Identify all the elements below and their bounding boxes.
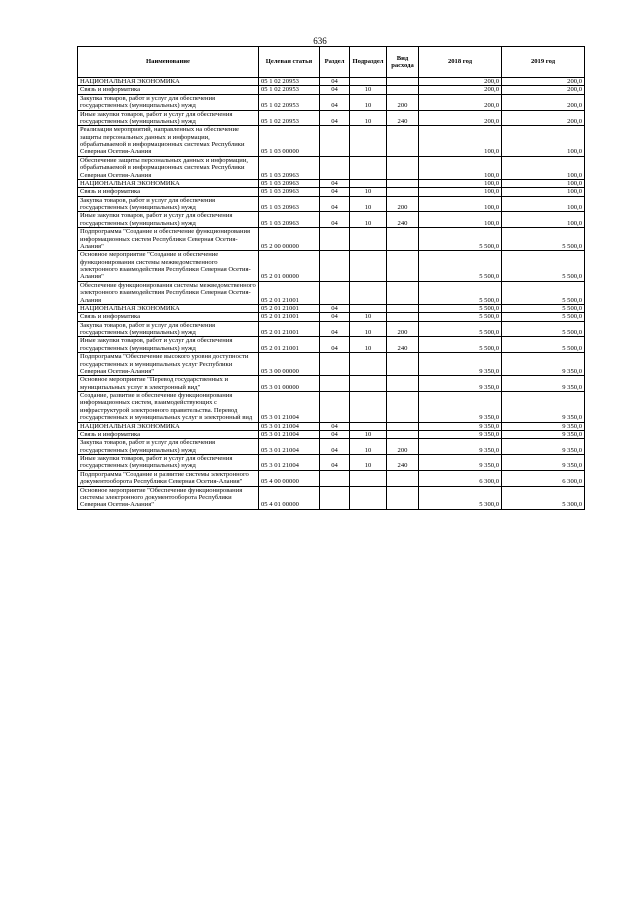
row-amount-2019: 9 350,0	[502, 439, 585, 455]
row-section: 04	[320, 337, 350, 353]
row-amount-2019: 100,0	[502, 179, 585, 187]
row-amount-2019: 9 350,0	[502, 392, 585, 423]
row-amount-2018: 200,0	[419, 86, 502, 94]
row-target-code: 05 3 01 21004	[259, 392, 320, 423]
row-amount-2019: 5 500,0	[502, 313, 585, 321]
row-subsection	[350, 376, 387, 392]
row-name: НАЦИОНАЛЬНАЯ ЭКОНОМИКА	[78, 179, 259, 187]
row-section: 04	[320, 439, 350, 455]
row-expense-kind	[387, 78, 419, 86]
row-name: Обеспечение функционирования системы межведомственного электронного взаимодействия Республики Северная Осетия-Алания	[78, 281, 259, 304]
row-section	[320, 470, 350, 486]
row-subsection: 10	[350, 430, 387, 438]
row-target-code: 05 1 03 20963	[259, 188, 320, 196]
row-name: Основное мероприятие "Обеспечение функционирования системы электронного документооборота Республики Северная Осетия-Алания"	[78, 486, 259, 509]
row-target-code: 05 3 01 00000	[259, 376, 320, 392]
row-amount-2019: 5 500,0	[502, 281, 585, 304]
row-amount-2018: 100,0	[419, 196, 502, 212]
row-expense-kind	[387, 353, 419, 376]
row-name: НАЦИОНАЛЬНАЯ ЭКОНОМИКА	[78, 422, 259, 430]
row-amount-2019: 9 350,0	[502, 455, 585, 471]
budget-table	[77, 46, 585, 510]
header-target-code: Целевая статья	[259, 47, 320, 78]
row-target-code: 05 1 03 00000	[259, 126, 320, 157]
row-expense-kind	[387, 392, 419, 423]
row-name: НАЦИОНАЛЬНАЯ ЭКОНОМИКА	[78, 304, 259, 312]
row-subsection	[350, 353, 387, 376]
row-subsection: 10	[350, 321, 387, 337]
row-subsection: 10	[350, 455, 387, 471]
row-section: 04	[320, 212, 350, 228]
row-section: 04	[320, 313, 350, 321]
row-section	[320, 156, 350, 179]
row-section	[320, 281, 350, 304]
row-expense-kind	[387, 430, 419, 438]
row-section	[320, 251, 350, 282]
table-row	[78, 78, 585, 86]
row-section: 04	[320, 94, 350, 110]
row-amount-2018: 9 350,0	[419, 439, 502, 455]
row-expense-kind	[387, 126, 419, 157]
row-name: Создание, развитие и обеспечение функционирования информационных систем, взаимодействующих с инфраструктурой электронного правительства. Перевод государственных и муниципальных услуг в электронный вид	[78, 392, 259, 423]
row-subsection	[350, 251, 387, 282]
row-subsection: 10	[350, 212, 387, 228]
row-expense-kind: 240	[387, 337, 419, 353]
row-amount-2019: 100,0	[502, 126, 585, 157]
row-amount-2019: 5 500,0	[502, 251, 585, 282]
row-subsection	[350, 304, 387, 312]
row-amount-2018: 5 500,0	[419, 304, 502, 312]
header-year-2019: 2019 год	[502, 47, 585, 78]
row-section	[320, 353, 350, 376]
row-amount-2018: 5 500,0	[419, 337, 502, 353]
row-target-code: 05 1 02 20953	[259, 78, 320, 86]
row-amount-2018: 9 350,0	[419, 376, 502, 392]
row-name: Основное мероприятие "Создание и обеспечение функционирования системы межведомственного электронного взаимодействия Республики Северная Осетия-Алания"	[78, 251, 259, 282]
table-row	[78, 486, 585, 509]
table-row	[78, 110, 585, 126]
row-target-code: 05 3 01 21004	[259, 422, 320, 430]
row-amount-2019: 100,0	[502, 196, 585, 212]
table-row	[78, 212, 585, 228]
row-name: Иные закупки товаров, работ и услуг для обеспечения государственных (муниципальных) нужд	[78, 337, 259, 353]
row-amount-2018: 100,0	[419, 188, 502, 196]
table-row	[78, 126, 585, 157]
row-amount-2018: 9 350,0	[419, 455, 502, 471]
row-amount-2018: 5 500,0	[419, 313, 502, 321]
row-target-code: 05 1 02 20953	[259, 94, 320, 110]
row-name: Закупка товаров, работ и услуг для обеспечения государственных (муниципальных) нужд	[78, 94, 259, 110]
row-subsection: 10	[350, 94, 387, 110]
table-row	[78, 470, 585, 486]
table-row	[78, 196, 585, 212]
row-subsection: 10	[350, 188, 387, 196]
row-amount-2018: 5 500,0	[419, 281, 502, 304]
row-name: Иные закупки товаров, работ и услуг для обеспечения государственных (муниципальных) нужд	[78, 455, 259, 471]
row-section	[320, 392, 350, 423]
row-section	[320, 228, 350, 251]
row-amount-2018: 100,0	[419, 156, 502, 179]
row-expense-kind: 200	[387, 439, 419, 455]
table-row	[78, 439, 585, 455]
row-target-code: 05 1 03 20963	[259, 156, 320, 179]
row-section: 04	[320, 110, 350, 126]
row-expense-kind	[387, 304, 419, 312]
header-section: Раздел	[320, 47, 350, 78]
table-row	[78, 251, 585, 282]
row-subsection	[350, 78, 387, 86]
row-target-code: 05 1 03 20963	[259, 196, 320, 212]
row-expense-kind	[387, 376, 419, 392]
row-amount-2019: 200,0	[502, 86, 585, 94]
row-subsection	[350, 281, 387, 304]
table-row	[78, 455, 585, 471]
table-row	[78, 313, 585, 321]
row-section: 04	[320, 455, 350, 471]
row-name: Закупка товаров, работ и услуг для обеспечения государственных (муниципальных) нужд	[78, 439, 259, 455]
row-amount-2018: 100,0	[419, 179, 502, 187]
row-amount-2019: 200,0	[502, 94, 585, 110]
table-row	[78, 188, 585, 196]
header-name: Наименование	[78, 47, 259, 78]
row-name: НАЦИОНАЛЬНАЯ ЭКОНОМИКА	[78, 78, 259, 86]
row-subsection	[350, 392, 387, 423]
row-name: Подпрограмма "Создание и развитие системы электронного документооборота Республики Северная Осетия-Алания"	[78, 470, 259, 486]
row-amount-2018: 5 500,0	[419, 228, 502, 251]
row-expense-kind: 200	[387, 196, 419, 212]
row-subsection: 10	[350, 337, 387, 353]
row-name: Связь и информатика	[78, 188, 259, 196]
row-target-code: 05 2 01 21001	[259, 321, 320, 337]
row-subsection: 10	[350, 313, 387, 321]
row-amount-2018: 5 300,0	[419, 486, 502, 509]
row-amount-2019: 9 350,0	[502, 430, 585, 438]
row-target-code: 05 2 01 00000	[259, 251, 320, 282]
row-expense-kind	[387, 188, 419, 196]
table-row	[78, 179, 585, 187]
row-expense-kind	[387, 251, 419, 282]
row-target-code: 05 1 03 20963	[259, 212, 320, 228]
row-amount-2018: 200,0	[419, 110, 502, 126]
row-expense-kind	[387, 470, 419, 486]
table-row	[78, 321, 585, 337]
row-subsection	[350, 470, 387, 486]
row-target-code: 05 4 01 00000	[259, 486, 320, 509]
row-subsection: 10	[350, 196, 387, 212]
table-row	[78, 392, 585, 423]
row-target-code: 05 1 03 20963	[259, 179, 320, 187]
row-expense-kind: 200	[387, 321, 419, 337]
row-section: 04	[320, 78, 350, 86]
row-section	[320, 126, 350, 157]
row-amount-2019: 5 500,0	[502, 304, 585, 312]
row-amount-2019: 9 350,0	[502, 422, 585, 430]
row-amount-2018: 9 350,0	[419, 353, 502, 376]
row-amount-2019: 5 500,0	[502, 228, 585, 251]
row-target-code: 05 3 00 00000	[259, 353, 320, 376]
row-amount-2018: 200,0	[419, 94, 502, 110]
row-name: Подпрограмма "Обеспечение высокого уровня доступности государственных и муниципальных услуг Республики Северная Осетия-Алания"	[78, 353, 259, 376]
table-row	[78, 376, 585, 392]
row-expense-kind	[387, 486, 419, 509]
row-name: Связь и информатика	[78, 430, 259, 438]
row-name: Закупка товаров, работ и услуг для обеспечения государственных (муниципальных) нужд	[78, 196, 259, 212]
row-amount-2019: 9 350,0	[502, 376, 585, 392]
page-number: 636	[313, 36, 327, 46]
row-name: Подпрограмма "Создание и обеспечение функционирования информационных систем Республики Северная Осетия-Алания"	[78, 228, 259, 251]
row-expense-kind	[387, 86, 419, 94]
row-subsection	[350, 486, 387, 509]
row-section: 04	[320, 188, 350, 196]
row-amount-2019: 100,0	[502, 212, 585, 228]
row-expense-kind: 240	[387, 455, 419, 471]
row-expense-kind	[387, 179, 419, 187]
row-target-code: 05 3 01 21004	[259, 439, 320, 455]
row-expense-kind: 240	[387, 110, 419, 126]
row-subsection: 10	[350, 110, 387, 126]
row-target-code: 05 3 01 21004	[259, 430, 320, 438]
row-amount-2019: 5 300,0	[502, 486, 585, 509]
row-subsection	[350, 179, 387, 187]
row-amount-2018: 100,0	[419, 126, 502, 157]
table-row	[78, 228, 585, 251]
row-amount-2019: 6 300,0	[502, 470, 585, 486]
table-row	[78, 156, 585, 179]
row-name: Связь и информатика	[78, 86, 259, 94]
row-target-code: 05 4 00 00000	[259, 470, 320, 486]
row-name: Основное мероприятие "Перевод государственных и муниципальных услуг в электронный вид"	[78, 376, 259, 392]
row-target-code: 05 2 01 21001	[259, 337, 320, 353]
row-expense-kind	[387, 228, 419, 251]
header-expense-kind: Вид расхода	[387, 47, 419, 78]
row-amount-2018: 200,0	[419, 78, 502, 86]
row-section: 04	[320, 321, 350, 337]
table-row	[78, 422, 585, 430]
row-name: Обеспечение защиты персональных данных и информации, обрабатываемой в информационных системах Республики Северная Осетия-Алания	[78, 156, 259, 179]
row-name: Иные закупки товаров, работ и услуг для обеспечения государственных (муниципальных) нужд	[78, 110, 259, 126]
row-expense-kind	[387, 422, 419, 430]
row-target-code: 05 2 01 21001	[259, 313, 320, 321]
row-expense-kind: 200	[387, 94, 419, 110]
row-amount-2018: 5 500,0	[419, 251, 502, 282]
row-amount-2018: 100,0	[419, 212, 502, 228]
row-amount-2019: 100,0	[502, 188, 585, 196]
row-name: Закупка товаров, работ и услуг для обеспечения государственных (муниципальных) нужд	[78, 321, 259, 337]
table-row	[78, 337, 585, 353]
row-name: Иные закупки товаров, работ и услуг для обеспечения государственных (муниципальных) нужд	[78, 212, 259, 228]
row-target-code: 05 2 01 21001	[259, 304, 320, 312]
row-target-code: 05 1 02 20953	[259, 86, 320, 94]
row-target-code: 05 3 01 21004	[259, 455, 320, 471]
row-amount-2019: 200,0	[502, 110, 585, 126]
row-amount-2018: 9 350,0	[419, 430, 502, 438]
row-expense-kind	[387, 313, 419, 321]
table-row	[78, 94, 585, 110]
row-expense-kind	[387, 281, 419, 304]
row-section: 04	[320, 304, 350, 312]
row-subsection	[350, 126, 387, 157]
row-subsection	[350, 422, 387, 430]
row-target-code: 05 2 00 00000	[259, 228, 320, 251]
row-section: 04	[320, 86, 350, 94]
table-row	[78, 304, 585, 312]
row-amount-2019: 5 500,0	[502, 321, 585, 337]
row-amount-2019: 200,0	[502, 78, 585, 86]
row-amount-2018: 9 350,0	[419, 422, 502, 430]
row-subsection: 10	[350, 86, 387, 94]
row-expense-kind	[387, 156, 419, 179]
header-subsection: Подраздел	[350, 47, 387, 78]
row-subsection: 10	[350, 439, 387, 455]
row-section: 04	[320, 430, 350, 438]
row-amount-2018: 9 350,0	[419, 392, 502, 423]
row-section: 04	[320, 422, 350, 430]
row-section	[320, 486, 350, 509]
table-row	[78, 86, 585, 94]
table-row	[78, 353, 585, 376]
header-year-2018: 2018 год	[419, 47, 502, 78]
row-subsection	[350, 156, 387, 179]
row-amount-2019: 5 500,0	[502, 337, 585, 353]
row-name: Связь и информатика	[78, 313, 259, 321]
row-subsection	[350, 228, 387, 251]
row-amount-2018: 5 500,0	[419, 321, 502, 337]
row-section: 04	[320, 196, 350, 212]
row-section: 04	[320, 179, 350, 187]
row-target-code: 05 1 02 20953	[259, 110, 320, 126]
table-header-row	[78, 47, 585, 78]
row-section	[320, 376, 350, 392]
row-target-code: 05 2 01 21001	[259, 281, 320, 304]
row-amount-2019: 100,0	[502, 156, 585, 179]
table-row	[78, 430, 585, 438]
row-name: Реализация мероприятий, направленных на обеспечение защиты персональных данных и информации, обрабатываемой в информационных системах Республики Северная Осетия-Алания	[78, 126, 259, 157]
row-amount-2018: 6 300,0	[419, 470, 502, 486]
row-amount-2019: 9 350,0	[502, 353, 585, 376]
table-row	[78, 281, 585, 304]
row-expense-kind: 240	[387, 212, 419, 228]
